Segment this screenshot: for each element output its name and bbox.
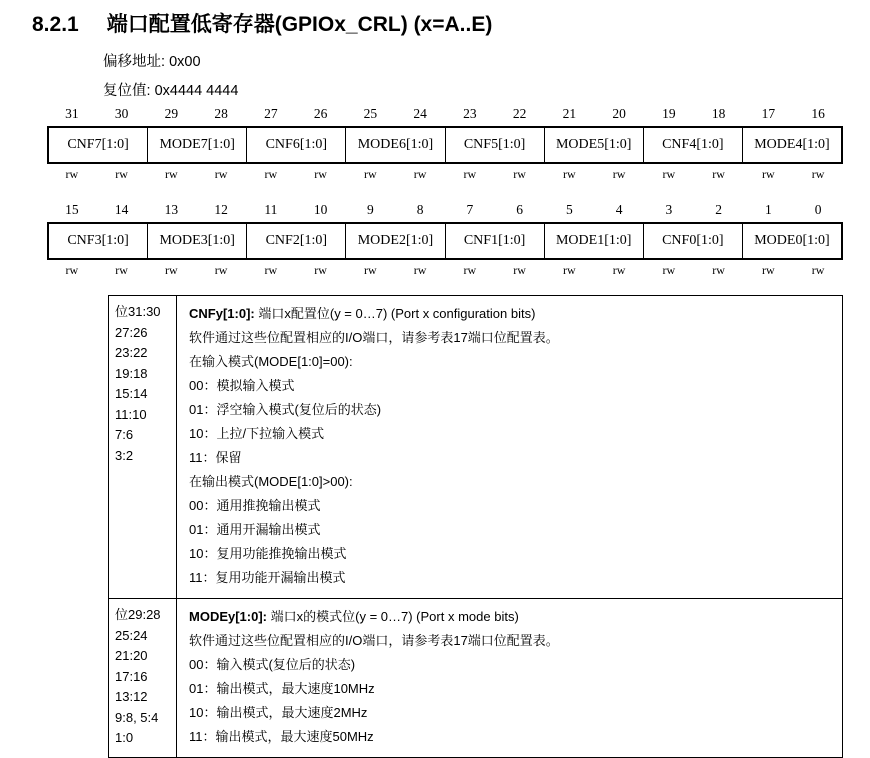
bit-number-row-low — [47, 202, 843, 222]
field-name: MODEy[1:0]: — [189, 609, 268, 624]
access-label: rw — [214, 167, 228, 181]
bit-number: 11 — [264, 202, 278, 217]
register-field: MODE7[1:0] — [148, 128, 247, 162]
register-field: CNF0[1:0] — [644, 224, 743, 258]
bit-number: 9 — [367, 202, 374, 217]
bit-number: 6 — [516, 202, 523, 217]
table-row — [109, 296, 842, 599]
table-row — [109, 599, 842, 757]
access-label: rw — [811, 263, 825, 277]
access-label: rw — [563, 263, 576, 277]
bit-number: 0 — [814, 202, 822, 217]
bit-number: 18 — [711, 106, 726, 121]
bit-number: 27 — [264, 106, 278, 121]
bit-range: 13:12 — [115, 689, 148, 704]
description-line: 00：模拟输入模式 — [189, 378, 295, 393]
bit-number: 3 — [665, 202, 673, 217]
bit-number: 7 — [466, 202, 474, 217]
bit-number: 10 — [313, 202, 328, 217]
bit-number: 30 — [114, 106, 129, 121]
section-title: 端口配置低寄存器(GPIOx_CRL) (x=A..E) — [106, 13, 493, 36]
description-line: 01：通用开漏输出模式 — [189, 522, 321, 537]
field-title-line — [189, 302, 834, 326]
bit-range-cell — [109, 296, 177, 598]
bit-number: 5 — [566, 202, 573, 217]
bit-number: 21 — [562, 106, 577, 121]
field-name: CNFy[1:0]: — [189, 306, 255, 321]
offset-address-line — [103, 50, 201, 71]
bit-number: 19 — [662, 106, 676, 121]
bit-range: 27:26 — [115, 324, 148, 340]
bit-number: 13 — [164, 202, 179, 217]
register-field-row-low — [47, 222, 843, 260]
access-label: rw — [165, 167, 178, 181]
bit-range: 位29:28 — [115, 607, 161, 622]
access-label: rw — [115, 167, 128, 181]
access-label: rw — [712, 167, 725, 181]
bit-range: 25:24 — [115, 627, 148, 643]
register-bits-low — [47, 202, 843, 282]
bit-range: 15:14 — [115, 386, 148, 401]
bit-number: 4 — [615, 202, 623, 217]
bit-range: 9:8, 5:4 — [115, 709, 159, 725]
register-field: CNF7[1:0] — [49, 128, 148, 162]
bit-range: 1:0 — [115, 730, 134, 745]
description-line: 在输出模式(MODE[1:0]>00): — [189, 474, 353, 489]
bit-number: 17 — [761, 106, 776, 121]
register-field: CNF6[1:0] — [247, 128, 346, 162]
bit-number: 8 — [416, 202, 424, 217]
bit-number: 31 — [65, 106, 79, 121]
bit-number: 22 — [512, 106, 527, 121]
reset-value-line — [103, 79, 238, 100]
access-label: rw — [413, 167, 427, 181]
page-title — [32, 8, 492, 38]
description-line: 软件通过这些位配置相应的I/O端口，请参考表17端口位配置表。 — [189, 633, 559, 648]
register-field: MODE1[1:0] — [545, 224, 644, 258]
description-line: 11：复用功能开漏输出模式 — [189, 570, 346, 585]
access-label: rw — [65, 263, 79, 277]
description-line: 00：通用推挽输出模式 — [189, 498, 321, 513]
description-line: 00：输入模式(复位后的状态) — [189, 657, 356, 672]
register-field: CNF5[1:0] — [446, 128, 545, 162]
register-field: CNF2[1:0] — [247, 224, 346, 258]
access-label: rw — [463, 167, 477, 181]
register-field: MODE4[1:0] — [754, 137, 830, 152]
register-field-row-high — [47, 126, 843, 164]
description-line: 01：输出模式，最大速度10MHz — [189, 681, 375, 696]
bit-range: 位31:30 — [115, 304, 161, 319]
bit-range: 19:18 — [115, 365, 148, 381]
access-label: rw — [513, 263, 526, 277]
bit-number: 29 — [164, 106, 179, 121]
register-field: MODE2[1:0] — [346, 224, 445, 258]
bit-range: 23:22 — [115, 345, 148, 360]
access-label: rw — [264, 263, 278, 277]
access-label: rw — [563, 167, 576, 181]
access-label: rw — [463, 263, 477, 277]
register-field: MODE6[1:0] — [346, 128, 445, 162]
bit-number: 2 — [715, 202, 722, 217]
access-row-high — [47, 164, 843, 186]
bit-number: 1 — [765, 202, 772, 217]
bit-number: 15 — [65, 202, 79, 217]
access-label: rw — [762, 167, 775, 181]
bit-number: 24 — [413, 106, 427, 121]
access-label: rw — [314, 167, 327, 181]
access-label: rw — [314, 263, 327, 277]
register-field: MODE0[1:0] — [754, 233, 830, 248]
register-field: CNF4[1:0] — [644, 128, 743, 162]
register-field: MODE5[1:0] — [545, 128, 644, 162]
description-line: 在输入模式(MODE[1:0]=00): — [189, 354, 353, 369]
description-line: 10：上拉/下拉输入模式 — [189, 426, 325, 441]
bit-range: 21:20 — [115, 648, 148, 663]
bit-range: 11:10 — [115, 406, 147, 422]
register-field: CNF1[1:0] — [446, 224, 545, 258]
bit-number: 16 — [811, 106, 825, 121]
access-label: rw — [65, 167, 79, 181]
bit-number: 20 — [612, 106, 626, 121]
description-line: 10：复用功能推挽输出模式 — [189, 546, 347, 561]
bit-number: 12 — [214, 202, 228, 217]
bit-description-table — [108, 295, 843, 758]
access-label: rw — [612, 167, 626, 181]
description-line: 01：浮空输入模式(复位后的状态) — [189, 402, 382, 417]
reset-value-value: 0x4444 4444 — [154, 83, 239, 99]
description-line: 10：输出模式，最大速度2MHz — [189, 705, 368, 720]
access-label: rw — [712, 263, 725, 277]
reset-value-label: 复位值: — [103, 83, 151, 99]
bit-number: 28 — [214, 106, 228, 121]
access-label: rw — [513, 167, 526, 181]
bit-range: 3:2 — [115, 447, 134, 463]
field-title-text: 端口x的模式位(y = 0…7) (Port x mode bits) — [270, 609, 519, 624]
bit-number: 14 — [114, 202, 129, 217]
access-label: rw — [165, 263, 178, 277]
bit-description-cell — [177, 296, 842, 598]
access-label: rw — [214, 263, 228, 277]
register-bits-high — [47, 106, 843, 186]
bit-description-cell — [177, 599, 842, 757]
description-line: 11：输出模式，最大速度50MHz — [189, 729, 374, 744]
bit-number: 26 — [313, 106, 328, 121]
offset-address-label: 偏移地址: — [103, 54, 166, 70]
bit-number: 25 — [363, 106, 378, 121]
access-row-low — [47, 260, 843, 282]
section-number: 8.2.1 — [32, 13, 79, 36]
access-label: rw — [662, 167, 676, 181]
access-label: rw — [762, 263, 775, 277]
offset-address-value: 0x00 — [169, 54, 201, 70]
field-title-line — [189, 605, 834, 629]
access-label: rw — [811, 167, 825, 181]
register-field: MODE3[1:0] — [148, 224, 247, 258]
bit-number: 23 — [463, 106, 477, 121]
access-label: rw — [662, 263, 676, 277]
description-line: 11：保留 — [189, 450, 242, 465]
bit-number-row-high — [47, 106, 843, 126]
access-label: rw — [364, 263, 377, 277]
access-label: rw — [364, 167, 377, 181]
access-label: rw — [115, 263, 128, 277]
bit-range-cell — [109, 599, 177, 757]
register-field: CNF3[1:0] — [49, 224, 148, 258]
access-label: rw — [264, 167, 278, 181]
field-title-text: 端口x配置位(y = 0…7) (Port x configuration bits) — [258, 306, 536, 321]
description-line: 软件通过这些位配置相应的I/O端口，请参考表17端口位配置表。 — [189, 330, 559, 345]
bit-range: 17:16 — [115, 668, 148, 684]
bit-range: 7:6 — [115, 427, 134, 442]
access-label: rw — [413, 263, 427, 277]
access-label: rw — [612, 263, 626, 277]
